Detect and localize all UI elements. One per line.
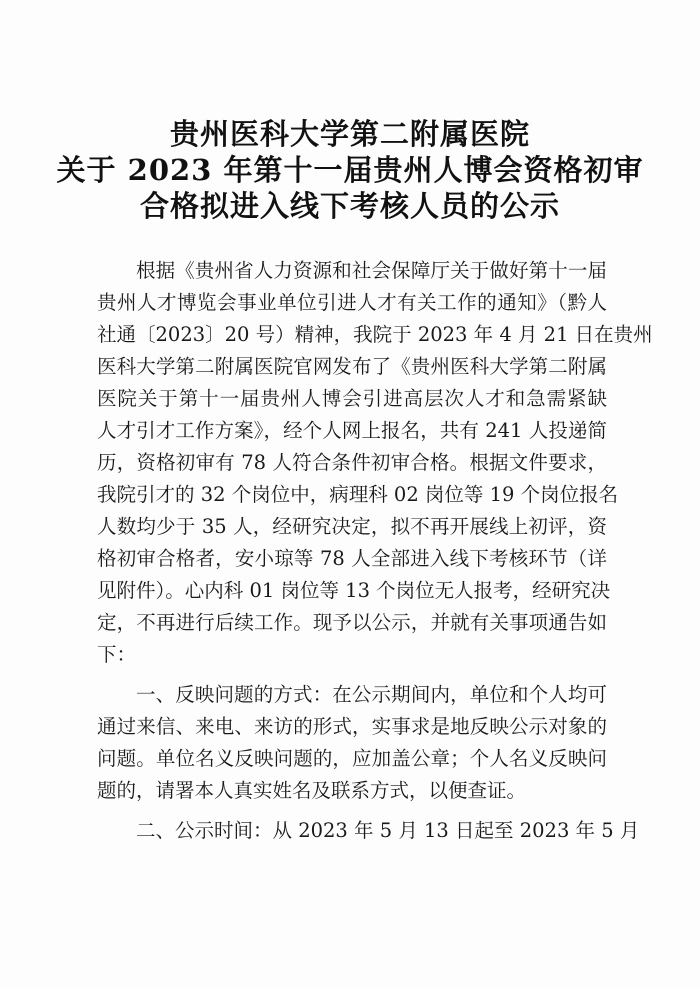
paragraph-1-line: 医科大学第二附属医院官网发布了《贵州医科大学第二附属 — [97, 355, 607, 378]
paragraph-1-line: 定，不再进行后续工作。现予以公示，并就有关事项通告如 — [97, 611, 607, 634]
paragraph-1-line: 医院关于第十一届贵州人博会引进高层次人才和急需紧缺 — [97, 387, 607, 410]
paragraph-1-line: 历，资格初审有 78 人符合条件初审合格。根据文件要求， — [97, 451, 607, 474]
paragraph-2-line: 通过来信、来电、来访的形式，实事求是地反映公示对象的 — [97, 715, 607, 738]
document-title — [0, 116, 700, 224]
paragraph-1-line: 下： — [97, 643, 137, 666]
paragraph-1-line: 见附件）。心内科 01 岗位等 13 个岗位无人报考，经研究决 — [97, 579, 611, 602]
title-line: 贵州医科大学第二附属医院 — [169, 117, 530, 151]
paragraph-2-line: 一、反映问题的方式：在公示期间内，单位和个人均可 — [136, 683, 607, 706]
paragraph-1-line: 社通〔2023〕20 号）精神，我院于 2023 年 4 月 21 日在贵州 — [97, 323, 653, 346]
paragraph-2-line: 问题。单位名义反映问题的，应加盖公章；个人名义反映问 — [97, 747, 607, 770]
paragraph-1-line: 我院引才的 32 个岗位中，病理科 02 岗位等 19 个岗位报名 — [97, 483, 619, 506]
document-body — [97, 255, 653, 847]
title-line: 关于 2023 年第十一届贵州人博会资格初审 — [56, 153, 644, 187]
paragraph-1-line: 人才引才工作方案》，经个人网上报名，共有 241 人投递简 — [97, 419, 607, 442]
title-line: 合格拟进入线下考核人员的公示 — [139, 189, 560, 223]
paragraph-gap — [97, 807, 607, 815]
paragraph-1-line: 根据《贵州省人力资源和社会保障厅关于做好第十一届 — [136, 259, 607, 282]
paragraph-3-line: 二、公示时间：从 2023 年 5 月 13 日起至 2023 年 5 月 — [136, 819, 640, 842]
paragraph-1-line: 格初审合格者，安小琼等 78 人全部进入线下考核环节（详 — [97, 547, 607, 570]
paragraph-1-line: 人数均少于 35 人，经研究决定，拟不再开展线上初评，资 — [97, 515, 607, 538]
paragraph-gap — [97, 671, 607, 679]
paragraph-1-line: 贵州人才博览会事业单位引进人才有关工作的通知》（黔人 — [97, 291, 607, 314]
paragraph-2-line: 题的，请署本人真实姓名及联系方式，以便查证。 — [97, 779, 527, 802]
